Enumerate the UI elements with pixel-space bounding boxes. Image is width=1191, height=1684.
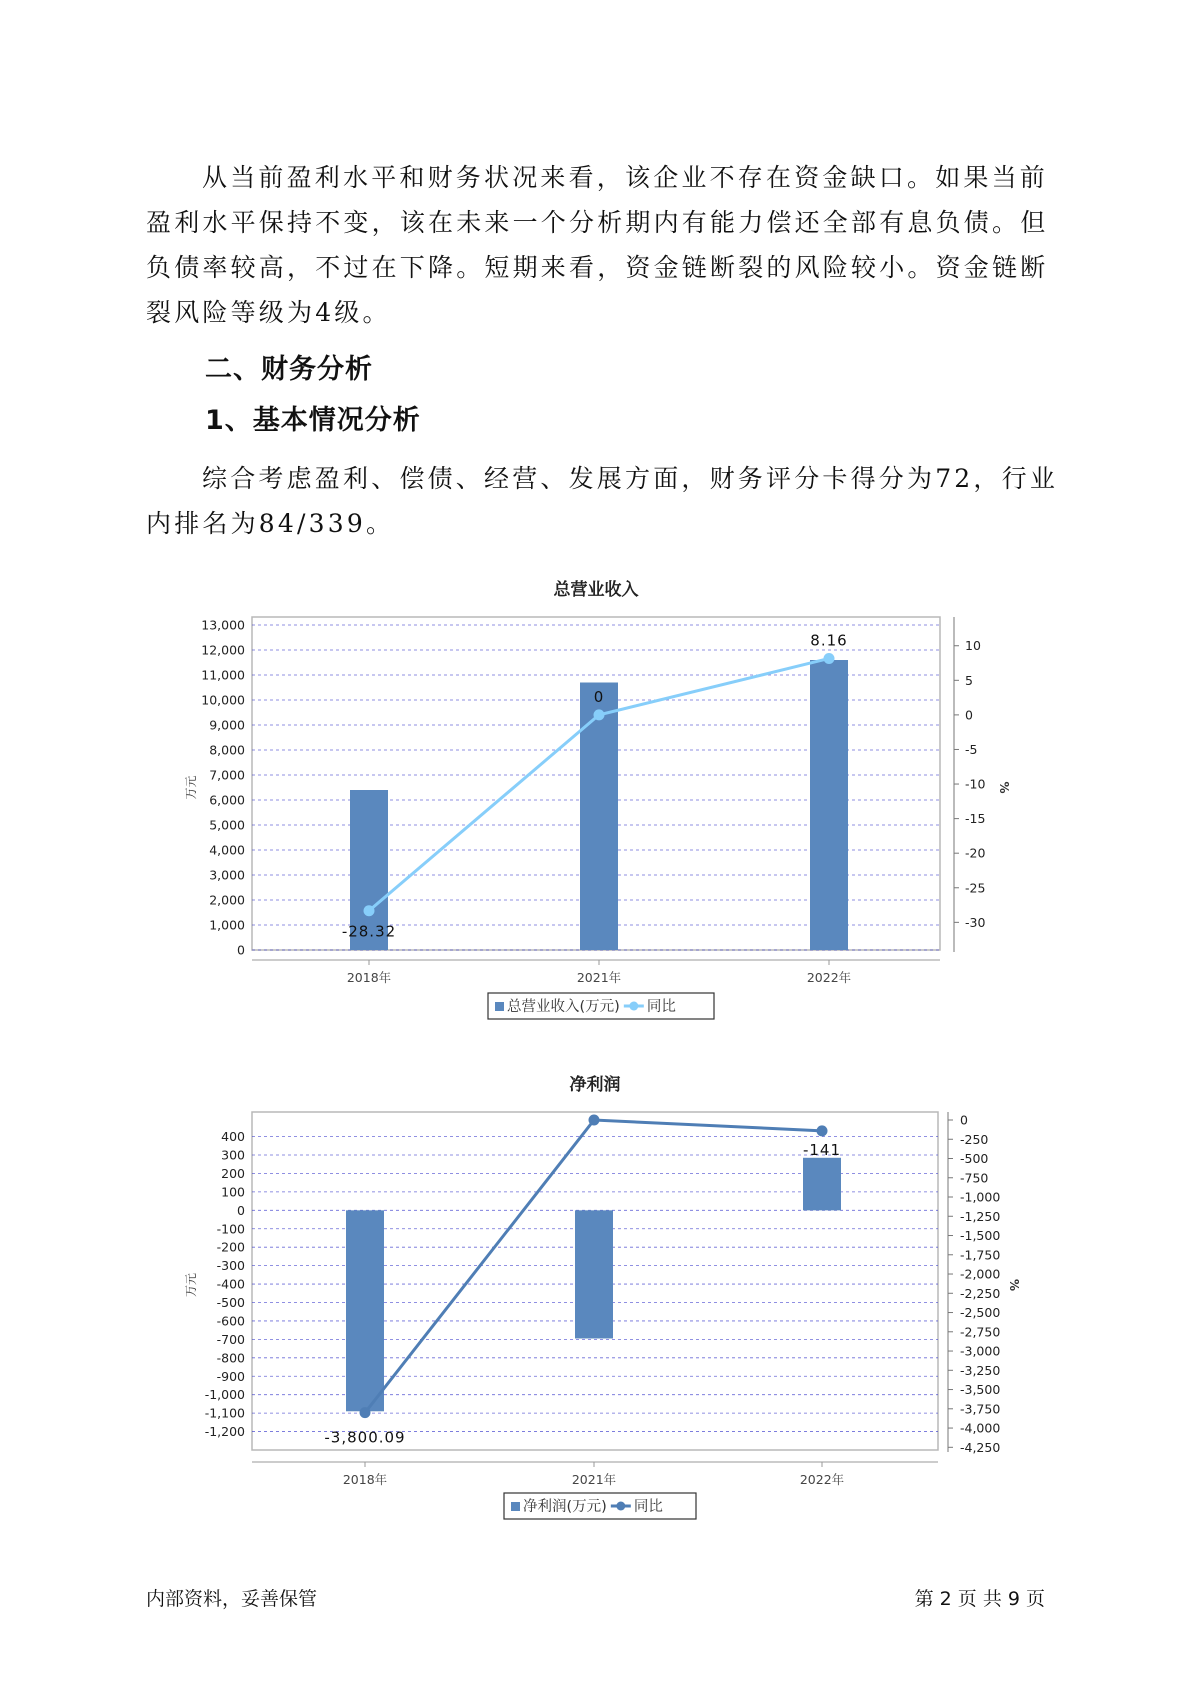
bar [575,1210,613,1338]
y-tick-label: -400 [216,1276,245,1292]
bar [580,683,618,951]
y-tick-label: 10,000 [201,692,245,708]
y2-tick-label: -4,250 [960,1439,1001,1455]
yoy-point [594,709,605,720]
y2-tick-label: -3,750 [960,1401,1001,1417]
chart-title: 净利润 [569,1075,621,1095]
y-tick-label: 100 [221,1184,245,1200]
y2-tick-label: 0 [965,707,973,723]
y-tick-label: -1,000 [204,1387,245,1403]
y2-tick-label: -750 [960,1170,989,1186]
y-tick-label: -800 [216,1350,245,1366]
summary-line: 综合考虑盈利、偿债、经营、发展方面，财务评分卡得分为72，行业 [202,464,1059,493]
y-tick-label: -1,100 [204,1405,245,1421]
yoy-data-label: 8.16 [810,631,848,650]
legend-bar-label: 总营业收入(万元) [507,999,620,1015]
yoy-point [589,1115,600,1126]
y-tick-label: -300 [216,1258,245,1274]
y-tick-label: 400 [221,1129,245,1145]
x-tick-label: 2022年 [806,970,852,985]
y2-tick-label: -15 [965,811,986,827]
intro-paragraph [146,155,1049,335]
y-tick-label: 300 [221,1147,245,1163]
y2-tick-label: -25 [965,880,986,896]
y2-axis-title: % [997,781,1011,794]
y-tick-label: 7,000 [209,767,245,783]
y-tick-label: -1,200 [204,1424,245,1440]
y2-tick-label: -3,250 [960,1362,1001,1378]
y-tick-label: -200 [216,1239,245,1255]
legend-bar-swatch [495,1002,504,1011]
y-tick-label: -100 [216,1221,245,1237]
legend-bar-label: 净利润(万元) [523,1499,607,1515]
revenue-chart [0,565,1191,1025]
y-tick-label: 13,000 [201,617,245,633]
y-tick-label: 5,000 [209,817,245,833]
legend-line-label: 同比 [646,999,676,1015]
y2-tick-label: -2,000 [960,1266,1001,1282]
bar [803,1158,841,1211]
y-tick-label: 6,000 [209,792,245,808]
y2-tick-label: 0 [960,1112,968,1128]
y2-tick-label: 5 [965,672,973,688]
y-tick-label: 1,000 [209,917,245,933]
y2-tick-label: -1,500 [960,1228,1001,1244]
y2-tick-label: -2,750 [960,1324,1001,1340]
y2-tick-label: -1,000 [960,1189,1001,1205]
y2-tick-label: -5 [965,741,978,757]
intro-line: 负债率较高，不过在下降。短期来看，资金链断裂的风险较小。资金链断 [146,253,1049,282]
y2-tick-label: -250 [960,1131,989,1147]
y-tick-label: 9,000 [209,717,245,733]
legend-line-marker [616,1502,625,1511]
y2-tick-label: -20 [965,845,986,861]
y-tick-label: 8,000 [209,742,245,758]
footer-confidential: 内部资料，妥善保管 [146,1588,318,1610]
y-axis-title: 万元 [184,775,198,800]
yoy-point [360,1407,371,1418]
y-tick-label: 12,000 [201,642,245,658]
y-tick-label: 3,000 [209,867,245,883]
y2-tick-label: -2,500 [960,1305,1001,1321]
summary-paragraph [146,456,1059,546]
intro-line: 盈利水平保持不变，该在未来一个分析期内有能力偿还全部有息负债。但 [146,208,1049,237]
yoy-point [364,905,375,916]
y-tick-label: -600 [216,1313,245,1329]
yoy-data-label: 0 [593,687,605,706]
y-tick-label: -700 [216,1331,245,1347]
intro-line: 从当前盈利水平和财务状况来看，该企业不存在资金缺口。如果当前 [202,163,1049,192]
y-tick-label: 4,000 [209,842,245,858]
y-tick-label: 11,000 [201,667,245,683]
subsection-title: 1、基本情况分析 [205,405,421,436]
x-tick-label: 2021年 [571,1472,617,1487]
y-tick-label: 200 [221,1165,245,1181]
yoy-data-label: -141 [802,1140,842,1159]
yoy-data-label: -28.32 [341,922,397,941]
y2-tick-label: -4,000 [960,1420,1001,1436]
y2-tick-label: -2,250 [960,1285,1001,1301]
y2-tick-label: -30 [965,914,986,930]
yoy-data-label: -3,800.09 [324,1428,406,1447]
y-tick-label: 2,000 [209,892,245,908]
y2-tick-label: 10 [965,638,981,654]
net-profit-chart [0,1060,1191,1530]
y-tick-label: -500 [216,1295,245,1311]
x-tick-label: 2018年 [346,970,392,985]
yoy-point [824,653,835,664]
x-tick-label: 2021年 [576,970,622,985]
summary-line: 内排名为84/339。 [146,509,395,538]
intro-line: 裂风险等级为4级。 [146,298,391,327]
legend-bar-swatch [511,1502,520,1511]
bar [810,660,848,950]
bar [346,1210,384,1411]
section-title: 二、财务分析 [205,354,373,385]
y2-tick-label: -10 [965,776,986,792]
y-tick-label: 0 [237,942,245,958]
legend-line-label: 同比 [633,1499,663,1515]
y-tick-label: -900 [216,1368,245,1384]
y-tick-label: 0 [237,1202,245,1218]
y2-tick-label: -1,250 [960,1208,1001,1224]
footer-page-number: 第 2 页 共 9 页 [914,1588,1045,1610]
x-tick-label: 2022年 [799,1472,845,1487]
y2-tick-label: -3,500 [960,1382,1001,1398]
chart-title: 总营业收入 [553,580,639,600]
y2-tick-label: -500 [960,1151,989,1167]
y-axis-title: 万元 [184,1272,198,1298]
y2-tick-label: -1,750 [960,1247,1001,1263]
y2-tick-label: -3,000 [960,1343,1001,1359]
yoy-point [817,1125,828,1136]
x-tick-label: 2018年 [342,1472,388,1487]
legend-line-marker [629,1002,638,1011]
y2-axis-title: % [1007,1278,1021,1292]
